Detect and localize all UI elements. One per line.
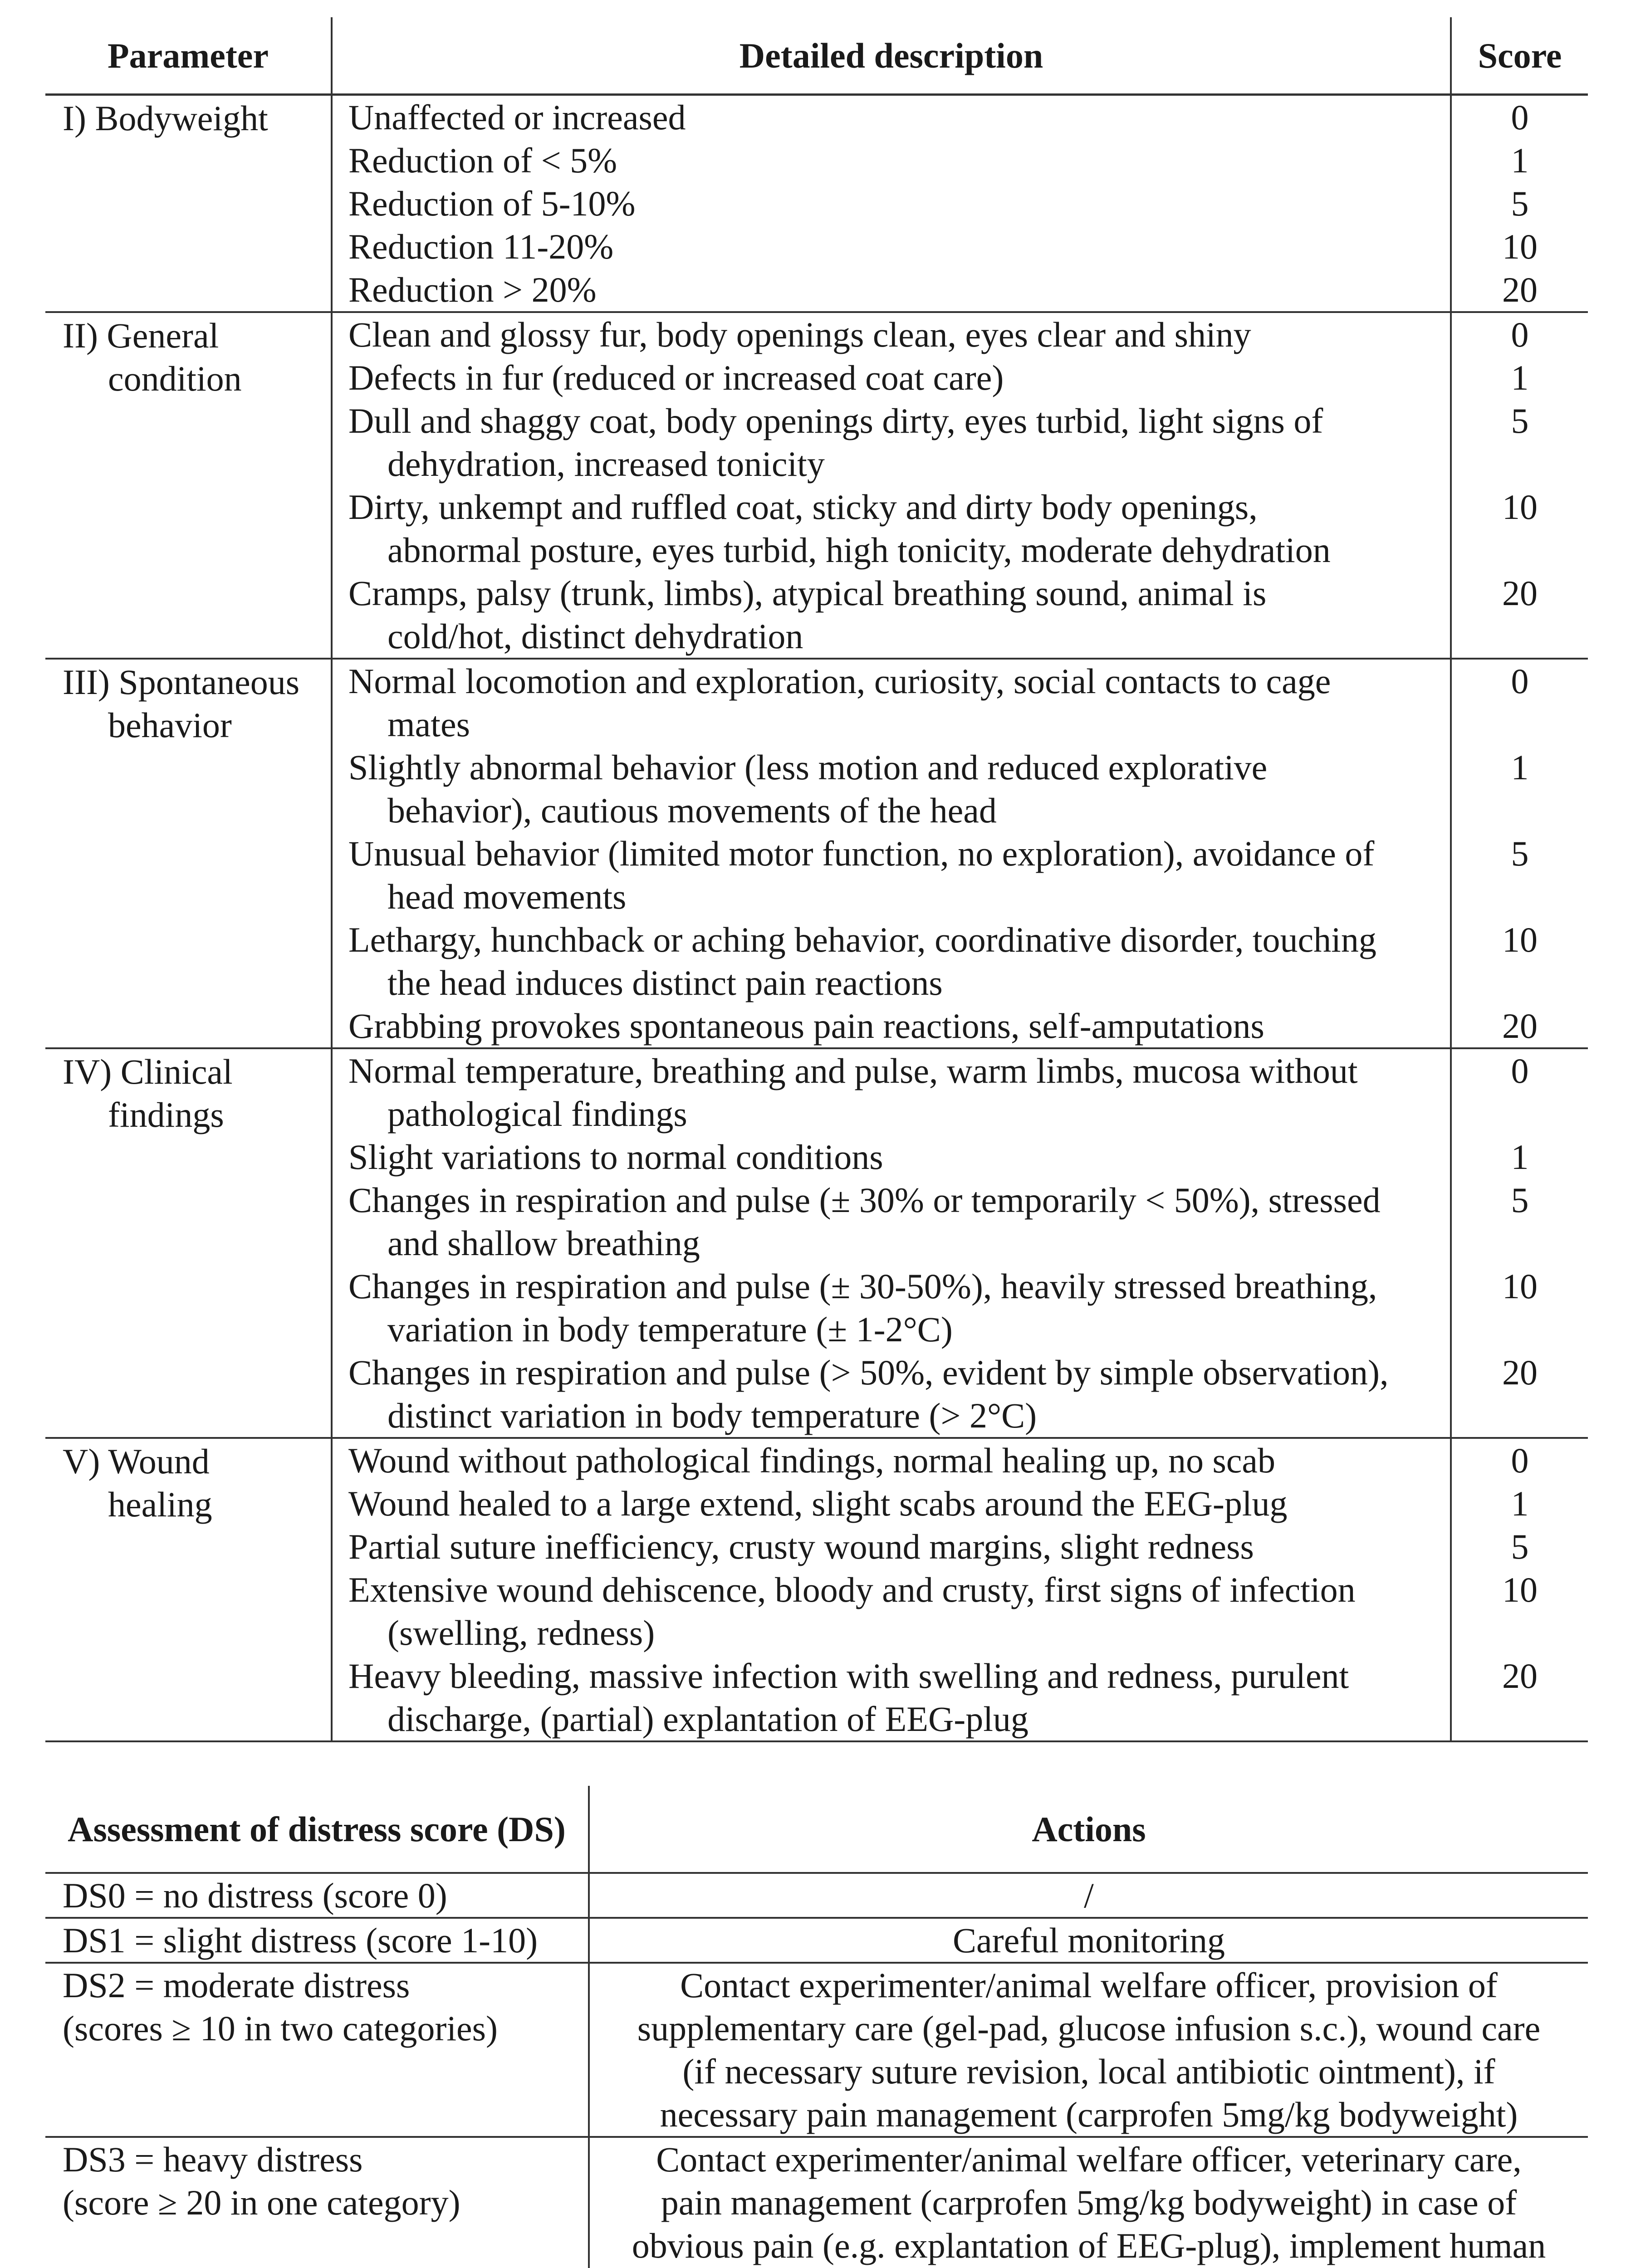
parameter-header: Parameter [45, 17, 332, 95]
score-value: 20 [1502, 573, 1538, 613]
parameter-label: findings [108, 1095, 224, 1134]
action-text: Careful monitoring [952, 1921, 1225, 1960]
action-cell [589, 1963, 1588, 2137]
description-text: Clean and glossy fur, body openings clean, eyes clear and shiny [348, 315, 1251, 354]
description-text: Normal locomotion and exploration, curiosity, social contacts to cage mates [348, 661, 1331, 744]
action-cell [589, 1918, 1588, 1963]
parameter-label: III) Spontaneous [63, 662, 300, 702]
description-text: Reduction 11-20% [348, 227, 614, 266]
description-text: Slightly abnormal behavior (less motion and reduced explorative behavior), cautious movements of the head [348, 748, 1268, 830]
score-value: 20 [1502, 1353, 1538, 1392]
score-value: 0 [1511, 315, 1529, 354]
parameter-cell [45, 95, 332, 313]
description-text: Changes in respiration and pulse (± 30-50%), heavily stressed breathing, variation in body temperature (± 1-2°C) [348, 1266, 1377, 1349]
ds-table-header-row [45, 1786, 1588, 1873]
description-header: Detailed description [332, 17, 1451, 95]
score-value: 1 [1511, 358, 1529, 397]
score-value: 0 [1511, 98, 1529, 137]
score-value: 1 [1511, 748, 1529, 787]
parameter-label: condition [108, 359, 242, 398]
score-value: 1 [1511, 1137, 1529, 1177]
score-cell [1451, 1438, 1588, 1741]
description-cell [332, 312, 1451, 659]
distress-level-text: DS1 = slight distress (score 1-10) [63, 1921, 538, 1960]
description-cell [332, 659, 1451, 1048]
description-text: Wound without pathological findings, normal healing up, no scab [348, 1441, 1276, 1480]
action-cell [589, 1873, 1588, 1918]
score-value: 20 [1502, 1656, 1538, 1696]
parameter-group [45, 1048, 1588, 1438]
distress-row [45, 2137, 1588, 2268]
description-text: Dirty, unkempt and ruffled coat, sticky and dirty body openings, abnormal posture, eyes turbid, high tonicity, moderate dehydration [348, 487, 1331, 570]
parameter-label: healing [108, 1485, 212, 1524]
ds-table-body [45, 1873, 1588, 2268]
distress-level-text: DS3 = heavy distress (score ≥ 20 in one category) [63, 2140, 460, 2222]
parameter-group [45, 312, 1588, 659]
description-text: Unusual behavior (limited motor function, no exploration), avoidance of head movements [348, 834, 1375, 916]
description-text: Lethargy, hunchback or aching behavior, coordinative disorder, touching the head induces distinct pain reactions [348, 920, 1376, 1002]
score-value: 10 [1502, 1266, 1538, 1306]
score-value: 10 [1502, 487, 1538, 527]
parameter-label: behavior [108, 705, 232, 745]
description-text: Reduction > 20% [348, 270, 597, 309]
description-text: Unaffected or increased [348, 98, 686, 137]
distress-row [45, 1963, 1588, 2137]
parameter-label: II) General [63, 316, 219, 355]
distress-level-cell [45, 1963, 589, 2137]
actions-header: Actions [589, 1786, 1588, 1873]
parameter-group [45, 95, 1588, 313]
description-text: Grabbing provokes spontaneous pain reactions, self-amputations [348, 1006, 1264, 1046]
description-text: Normal temperature, breathing and pulse, warm limbs, mucosa without pathological findings [348, 1051, 1358, 1134]
distress-level-cell [45, 1918, 589, 1963]
distress-row [45, 1873, 1588, 1918]
score-header: Score [1451, 17, 1588, 95]
description-text: Changes in respiration and pulse (± 30% or temporarily < 50%), stressed and shallow breathing [348, 1180, 1381, 1263]
parameter-cell [45, 1048, 332, 1438]
score-value: 1 [1511, 1484, 1529, 1523]
distress-level-text: DS2 = moderate distress (scores ≥ 10 in two categories) [63, 1965, 498, 2048]
action-text: Contact experimenter/animal welfare officer, provision of supplementary care (gel-pad, glucose infusion s.c.), wound care (if necessary suture revision, local antibiotic ointment), if necessary pain management (carprofen 5mg/kg bodyweight) [637, 1965, 1541, 2134]
description-cell [332, 95, 1451, 313]
score-table-header-row [45, 17, 1588, 95]
description-text: Heavy bleeding, massive infection with swelling and redness, purulent discharge, (partial) explantation of EEG-plug [348, 1656, 1349, 1739]
parameter-group [45, 659, 1588, 1048]
score-value: 10 [1502, 227, 1538, 266]
score-value: 0 [1511, 1051, 1529, 1090]
score-cell [1451, 95, 1588, 313]
assessment-header: Assessment of distress score (DS) [45, 1786, 589, 1873]
score-value: 1 [1511, 141, 1529, 180]
score-table [45, 17, 1588, 1742]
parameter-label: V) Wound [63, 1442, 210, 1481]
score-value: 5 [1511, 1527, 1529, 1566]
score-value: 5 [1511, 401, 1529, 440]
parameter-cell [45, 659, 332, 1048]
description-cell [332, 1048, 1451, 1438]
score-value: 5 [1511, 1180, 1529, 1220]
parameter-cell [45, 1438, 332, 1741]
parameter-group [45, 1438, 1588, 1741]
distress-level-cell [45, 2137, 589, 2268]
score-cell [1451, 659, 1588, 1048]
distress-row [45, 1918, 1588, 1963]
score-cell [1451, 312, 1588, 659]
description-text: Extensive wound dehiscence, bloody and crusty, first signs of infection (swelling, redness) [348, 1570, 1356, 1652]
score-value: 0 [1511, 1441, 1529, 1480]
distress-score-table [45, 1786, 1588, 2268]
score-value: 20 [1502, 270, 1538, 309]
score-value: 10 [1502, 1570, 1538, 1609]
description-cell [332, 1438, 1451, 1741]
score-value: 10 [1502, 920, 1538, 959]
description-text: Wound healed to a large extend, slight scabs around the EEG-plug [348, 1484, 1288, 1523]
distress-level-text: DS0 = no distress (score 0) [63, 1876, 447, 1915]
description-text: Defects in fur (reduced or increased coat care) [348, 358, 1004, 397]
score-value: 5 [1511, 834, 1529, 873]
score-cell [1451, 1048, 1588, 1438]
action-text: / [1084, 1876, 1094, 1915]
document-page [45, 17, 1588, 2268]
description-text: Dull and shaggy coat, body openings dirty, eyes turbid, light signs of dehydration, increased tonicity [348, 401, 1323, 484]
score-value: 5 [1511, 184, 1529, 223]
description-text: Partial suture inefficiency, crusty wound margins, slight redness [348, 1527, 1254, 1566]
score-table-body [45, 95, 1588, 1742]
parameter-label: IV) Clinical [63, 1052, 233, 1091]
parameter-label: I) Bodyweight [63, 98, 268, 138]
distress-level-cell [45, 1873, 589, 1918]
description-text: Reduction of 5-10% [348, 184, 636, 223]
description-text: Cramps, palsy (trunk, limbs), atypical breathing sound, animal is cold/hot, distinct dehydration [348, 573, 1267, 656]
action-cell [589, 2137, 1588, 2268]
action-text: Contact experimenter/animal welfare officer, veterinary care, pain management (carprofen 5mg/kg bodyweight) in case of obvious pain (e.g. explantation of EEG-plug), implement human [632, 2140, 1546, 2265]
description-text: Slight variations to normal conditions [348, 1137, 883, 1177]
parameter-cell [45, 312, 332, 659]
score-value: 0 [1511, 661, 1529, 701]
description-text: Reduction of < 5% [348, 141, 617, 180]
description-text: Changes in respiration and pulse (> 50%, evident by simple observation), distinct variation in body temperature (> 2°C) [348, 1353, 1389, 1435]
score-value: 20 [1502, 1006, 1538, 1046]
